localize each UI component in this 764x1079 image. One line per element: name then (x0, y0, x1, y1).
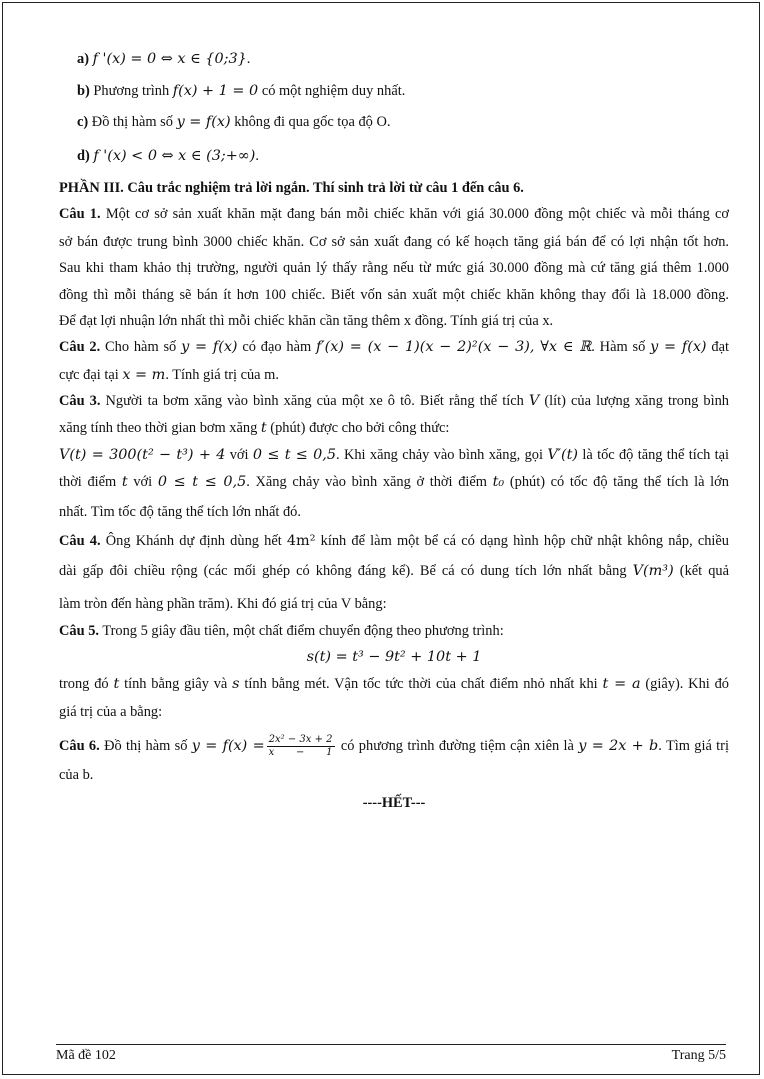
option-b-math: f(x) + 1 = 0 (172, 83, 259, 99)
q2-text-3: . Hàm số (591, 339, 646, 355)
q3-math-6: 0 ≤ t ≤ 0,5 (157, 474, 247, 490)
q3-math-1: V (528, 393, 540, 409)
option-a (77, 51, 250, 68)
q4-text-4: (kết quả (679, 563, 729, 579)
option-c (77, 114, 390, 131)
q4-text-1: Ông Khánh dự định dùng hết (105, 533, 282, 549)
q1-text-1: Một cơ sở sản xuất khăn mặt đang bán mỗi chiếc khăn với giá 30.000 đồng một chiếc và mỗi tháng cơ (105, 206, 729, 222)
q4-text-2: kính để làm một bể cá có dạng hình hộp chữ nhật không nắp, chiều (320, 533, 730, 549)
option-a-label: a) (77, 51, 89, 67)
q3-text-10: . Xăng chảy vào bình xăng ở thời điểm (246, 474, 487, 490)
q4-math-2: V(m³) (632, 563, 674, 579)
q1-line-4: đồng thì mỗi tháng sẽ bán ít hơn 100 chiếc. Biết vốn sản xuất một chiếc khăn không thay đổi là 18.000 đồng. (59, 287, 729, 303)
option-b-text: Phương trình (93, 83, 170, 99)
q3-text-8: thời điểm (59, 474, 117, 490)
q3-text-3: xăng tính theo thời gian bơm xăng (59, 420, 258, 436)
section-heading: PHẦN III. Câu trắc nghiệm trả lời ngắn. Thí sinh trả lời từ câu 1 đến câu 6. (59, 180, 524, 196)
option-a-end: . (246, 51, 251, 67)
q6-math-2: y = 2x + b (578, 737, 659, 754)
q3-text-5: với (229, 447, 249, 463)
q1-line-3: Sau khi tham khảo thị trường, người quản lý thấy rằng nếu từ mức giá 30.000 đồng mà cứ tăng giá thêm 1.000 (59, 260, 729, 276)
q3-line-5: nhất. Tìm tốc độ tăng thể tích lớn nhất đó. (59, 504, 301, 520)
q2-line-1 (59, 339, 729, 356)
q6-text-3: . Tìm giá trị (658, 737, 729, 754)
q5-label: Câu 5. (59, 623, 99, 639)
option-b-end: có một nghiệm duy nhất. (261, 83, 406, 99)
q1-line-2: sở bán được trung bình 3000 chiếc khăn. Cơ sở sản xuất đang có kế hoạch tăng giá bán để có lợi nhận tốt hơn. (59, 234, 729, 250)
option-d-math: f '(x) < 0 ⇔ x ∈ (3;+∞) (93, 148, 256, 164)
q3-math-7: t₀ (492, 474, 505, 490)
q5-equation: s(t) = t³ − 9t² + 10t + 1 (306, 649, 482, 665)
q2-text-6: . Tính giá trị của m. (165, 367, 279, 383)
option-b-label: b) (77, 83, 90, 99)
q1-line-5: Để đạt lợi nhuận lớn nhất thì mỗi chiếc khăn cần tăng thêm x đồng. Tính giá trị của x. (59, 313, 554, 329)
option-b (77, 83, 405, 100)
q2-label: Câu 2. (59, 339, 101, 355)
q2-text-2: có đạo hàm (242, 339, 312, 355)
q1-label: Câu 1. (59, 206, 101, 222)
q3-volume-formula: V(t) = 300(t² − t³) + 4 (59, 447, 226, 463)
q5-line-3 (59, 676, 729, 693)
q2-text-1: Cho hàm số (105, 339, 177, 355)
q3-text-6: . Khi xăng chảy vào bình xăng, gọi (336, 447, 543, 463)
q3-text-4: (phút) được cho bởi công thức: (270, 420, 450, 436)
q6-text-2: có phương trình đường tiệm cận xiên là (340, 737, 574, 754)
q3-line-4 (59, 474, 729, 491)
q2-math-1: y = f(x) (181, 339, 238, 355)
q6-line-1 (59, 734, 729, 759)
q2-math-3: y = f(x) (650, 339, 707, 355)
q3-label: Câu 3. (59, 393, 101, 409)
page-frame (2, 2, 760, 1075)
option-d-end: . (255, 148, 259, 164)
q5-math-1: t (113, 676, 120, 692)
q3-line-1 (59, 393, 729, 410)
option-d (77, 148, 259, 165)
q3-math-3: 0 ≤ t ≤ 0,5 (252, 447, 337, 463)
q3-text-1: Người ta bơm xăng vào bình xăng của một xe ô tô. Biết rằng thể tích (105, 393, 524, 409)
q5-line-1 (59, 623, 504, 640)
q4-line-2 (59, 563, 729, 580)
q6-fraction (267, 734, 335, 759)
q2-line-2 (59, 367, 279, 384)
q4-math-1: 4m² (286, 533, 316, 549)
q2-text-5: cực đại tại (59, 367, 119, 383)
q6-fraction-denominator: x − 1 (268, 747, 333, 758)
page-number: Trang 5/5 (671, 1048, 726, 1063)
q1-line-1 (59, 206, 729, 223)
q3-math-5: t (121, 474, 128, 490)
q3-text-9: với (133, 474, 153, 490)
q3-text-11: (phút) có tốc độ tăng thể tích là lớn (509, 474, 729, 490)
q3-math-4: V′(t) (547, 447, 579, 463)
q6-line-2: của b. (59, 767, 94, 783)
q2-math-4: x = m (122, 367, 166, 383)
q5-math-3: t = a (602, 676, 641, 692)
end-mark: ----HẾT--- (362, 795, 426, 811)
q4-label: Câu 4. (59, 533, 101, 549)
option-c-label: c) (77, 114, 89, 130)
q4-text-3: dài gấp đôi chiều rộng (các mối ghép có không đáng kể). Bể cá có dung tích lớn nhất bằng (59, 563, 627, 579)
q3-text-7: là tốc độ tăng thể tích tại (582, 447, 730, 463)
exam-code: Mã đề 102 (56, 1048, 116, 1063)
q5-text-3: tính bằng giây và (124, 676, 228, 692)
q6-text-1: Đồ thị hàm số (104, 737, 188, 754)
q5-math-2: s (232, 676, 240, 692)
q3-text-2: (lít) của lượng xăng trong bình (544, 393, 729, 409)
option-c-end: không đi qua gốc tọa độ O. (234, 114, 391, 130)
option-d-label: d) (77, 148, 90, 164)
footer-divider (56, 1044, 726, 1045)
q5-text-4: tính bằng mét. Vận tốc tức thời của chất điểm nhỏ nhất khi (244, 676, 598, 692)
q4-line-3: làm tròn đến hàng phần trăm). Khi đó giá trị của V bằng: (59, 596, 387, 612)
q2-text-4: đạt (711, 339, 729, 355)
q5-line-4: giá trị của a bằng: (59, 704, 163, 720)
option-a-math: f '(x) = 0 ⇔ x ∈ {0;3} (92, 51, 247, 67)
q3-line-3 (59, 447, 729, 464)
q2-derivative: f′(x) = (x − 1)(x − 2)²(x − 3), ∀x ∈ ℝ (316, 339, 592, 355)
q5-text-1: Trong 5 giây đầu tiên, một chất điểm chuyển động theo phương trình: (102, 623, 504, 639)
q6-math-1: y = f(x) = (191, 737, 265, 754)
option-c-math: y = f(x) (176, 114, 231, 130)
q3-line-2 (59, 420, 449, 437)
q6-fraction-numerator: 2x² − 3x + 2 (268, 734, 333, 745)
q5-text-2: trong đó (59, 676, 109, 692)
q4-line-1 (59, 533, 729, 550)
q5-text-5: (giây). Khi đó (645, 676, 729, 692)
q6-label: Câu 6. (59, 737, 100, 754)
q3-math-2: t (260, 420, 267, 436)
option-c-text: Đồ thị hàm số (91, 114, 173, 130)
